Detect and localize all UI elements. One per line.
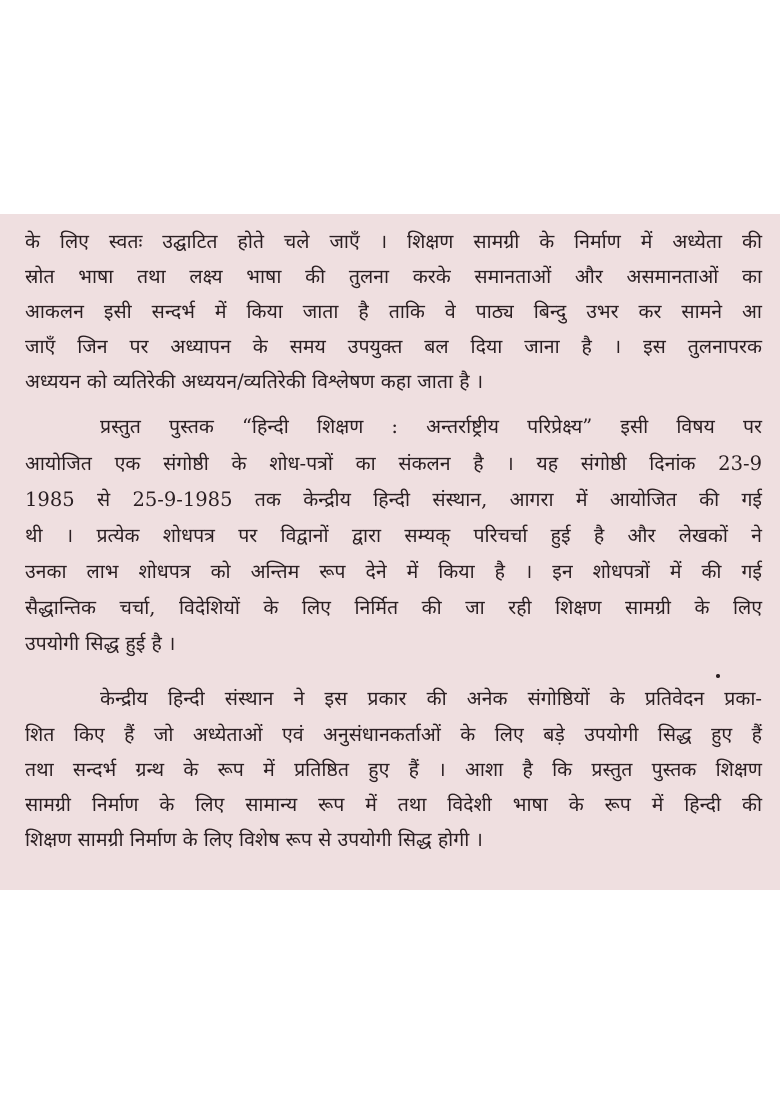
text-line: उनका लाभ शोधपत्र को अन्तिम रूप देने में किया है । इन शोधपत्रों में की गई [25,560,762,583]
text-line: तथा सन्दर्भ ग्रन्थ के रूप में प्रतिष्ठित हुए हैं । आशा है कि प्रस्तुत पुस्तक शिक्षण [25,758,762,781]
text-line: अध्ययन को व्यतिरेकी अध्ययन/व्यतिरेकी विश्लेषण कहा जाता है । [25,370,484,393]
text-line: सैद्धान्तिक चर्चा, विदेशियों के लिए निर्मित की जा रही शिक्षण सामग्री के लिए [25,596,762,619]
text-line: के लिए स्वतः उद्घाटित होते चले जाएँ । शिक्षण सामग्री के निर्माण में अध्येता की [25,230,762,253]
text-line: प्रस्तुत पुस्तक “हिन्दी शिक्षण : अन्तर्राष्ट्रीय परिप्रेक्ष्य” इसी विषय पर [100,415,762,438]
ink-speck [716,674,720,678]
text-line: आयोजित एक संगोष्ठी के शोध-पत्रों का संकलन है । यह संगोष्ठी दिनांक 23-9 [25,452,762,475]
text-line: आकलन इसी सन्दर्भ में किया जाता है ताकि वे पाठ्य बिन्दु उभर कर सामने आ [25,300,762,323]
text-line: 1985 से 25-9-1985 तक केन्द्रीय हिन्दी संस्थान, आगरा में आयोजित की गई [25,488,762,511]
text-line: शिक्षण सामग्री निर्माण के लिए विशेष रूप से उपयोगी सिद्ध होगी । [25,828,483,851]
text-line: केन्द्रीय हिन्दी संस्थान ने इस प्रकार की अनेक संगोष्ठियों के प्रतिवेदन प्रका- [100,687,762,710]
text-line: स्रोत भाषा तथा लक्ष्य भाषा की तुलना करके समानताओं और असमानताओं का [25,265,762,288]
text-line: जाएँ जिन पर अध्यापन के समय उपयुक्त बल दिया जाना है । इस तुलनापरक [25,335,762,358]
text-line: थी । प्रत्येक शोधपत्र पर विद्वानों द्वारा सम्यक् परिचर्चा हुई है और लेखकों ने [25,524,762,547]
text-line: सामग्री निर्माण के लिए सामान्य रूप में तथा विदेशी भाषा के रूप में हिन्दी की [25,793,762,816]
text-line: उपयोगी सिद्ध हुई है । [25,632,176,655]
text-line: शित किए हैं जो अध्येताओं एवं अनुसंधानकर्ताओं के लिए बड़े उपयोगी सिद्ध हुए हैं [25,723,762,746]
